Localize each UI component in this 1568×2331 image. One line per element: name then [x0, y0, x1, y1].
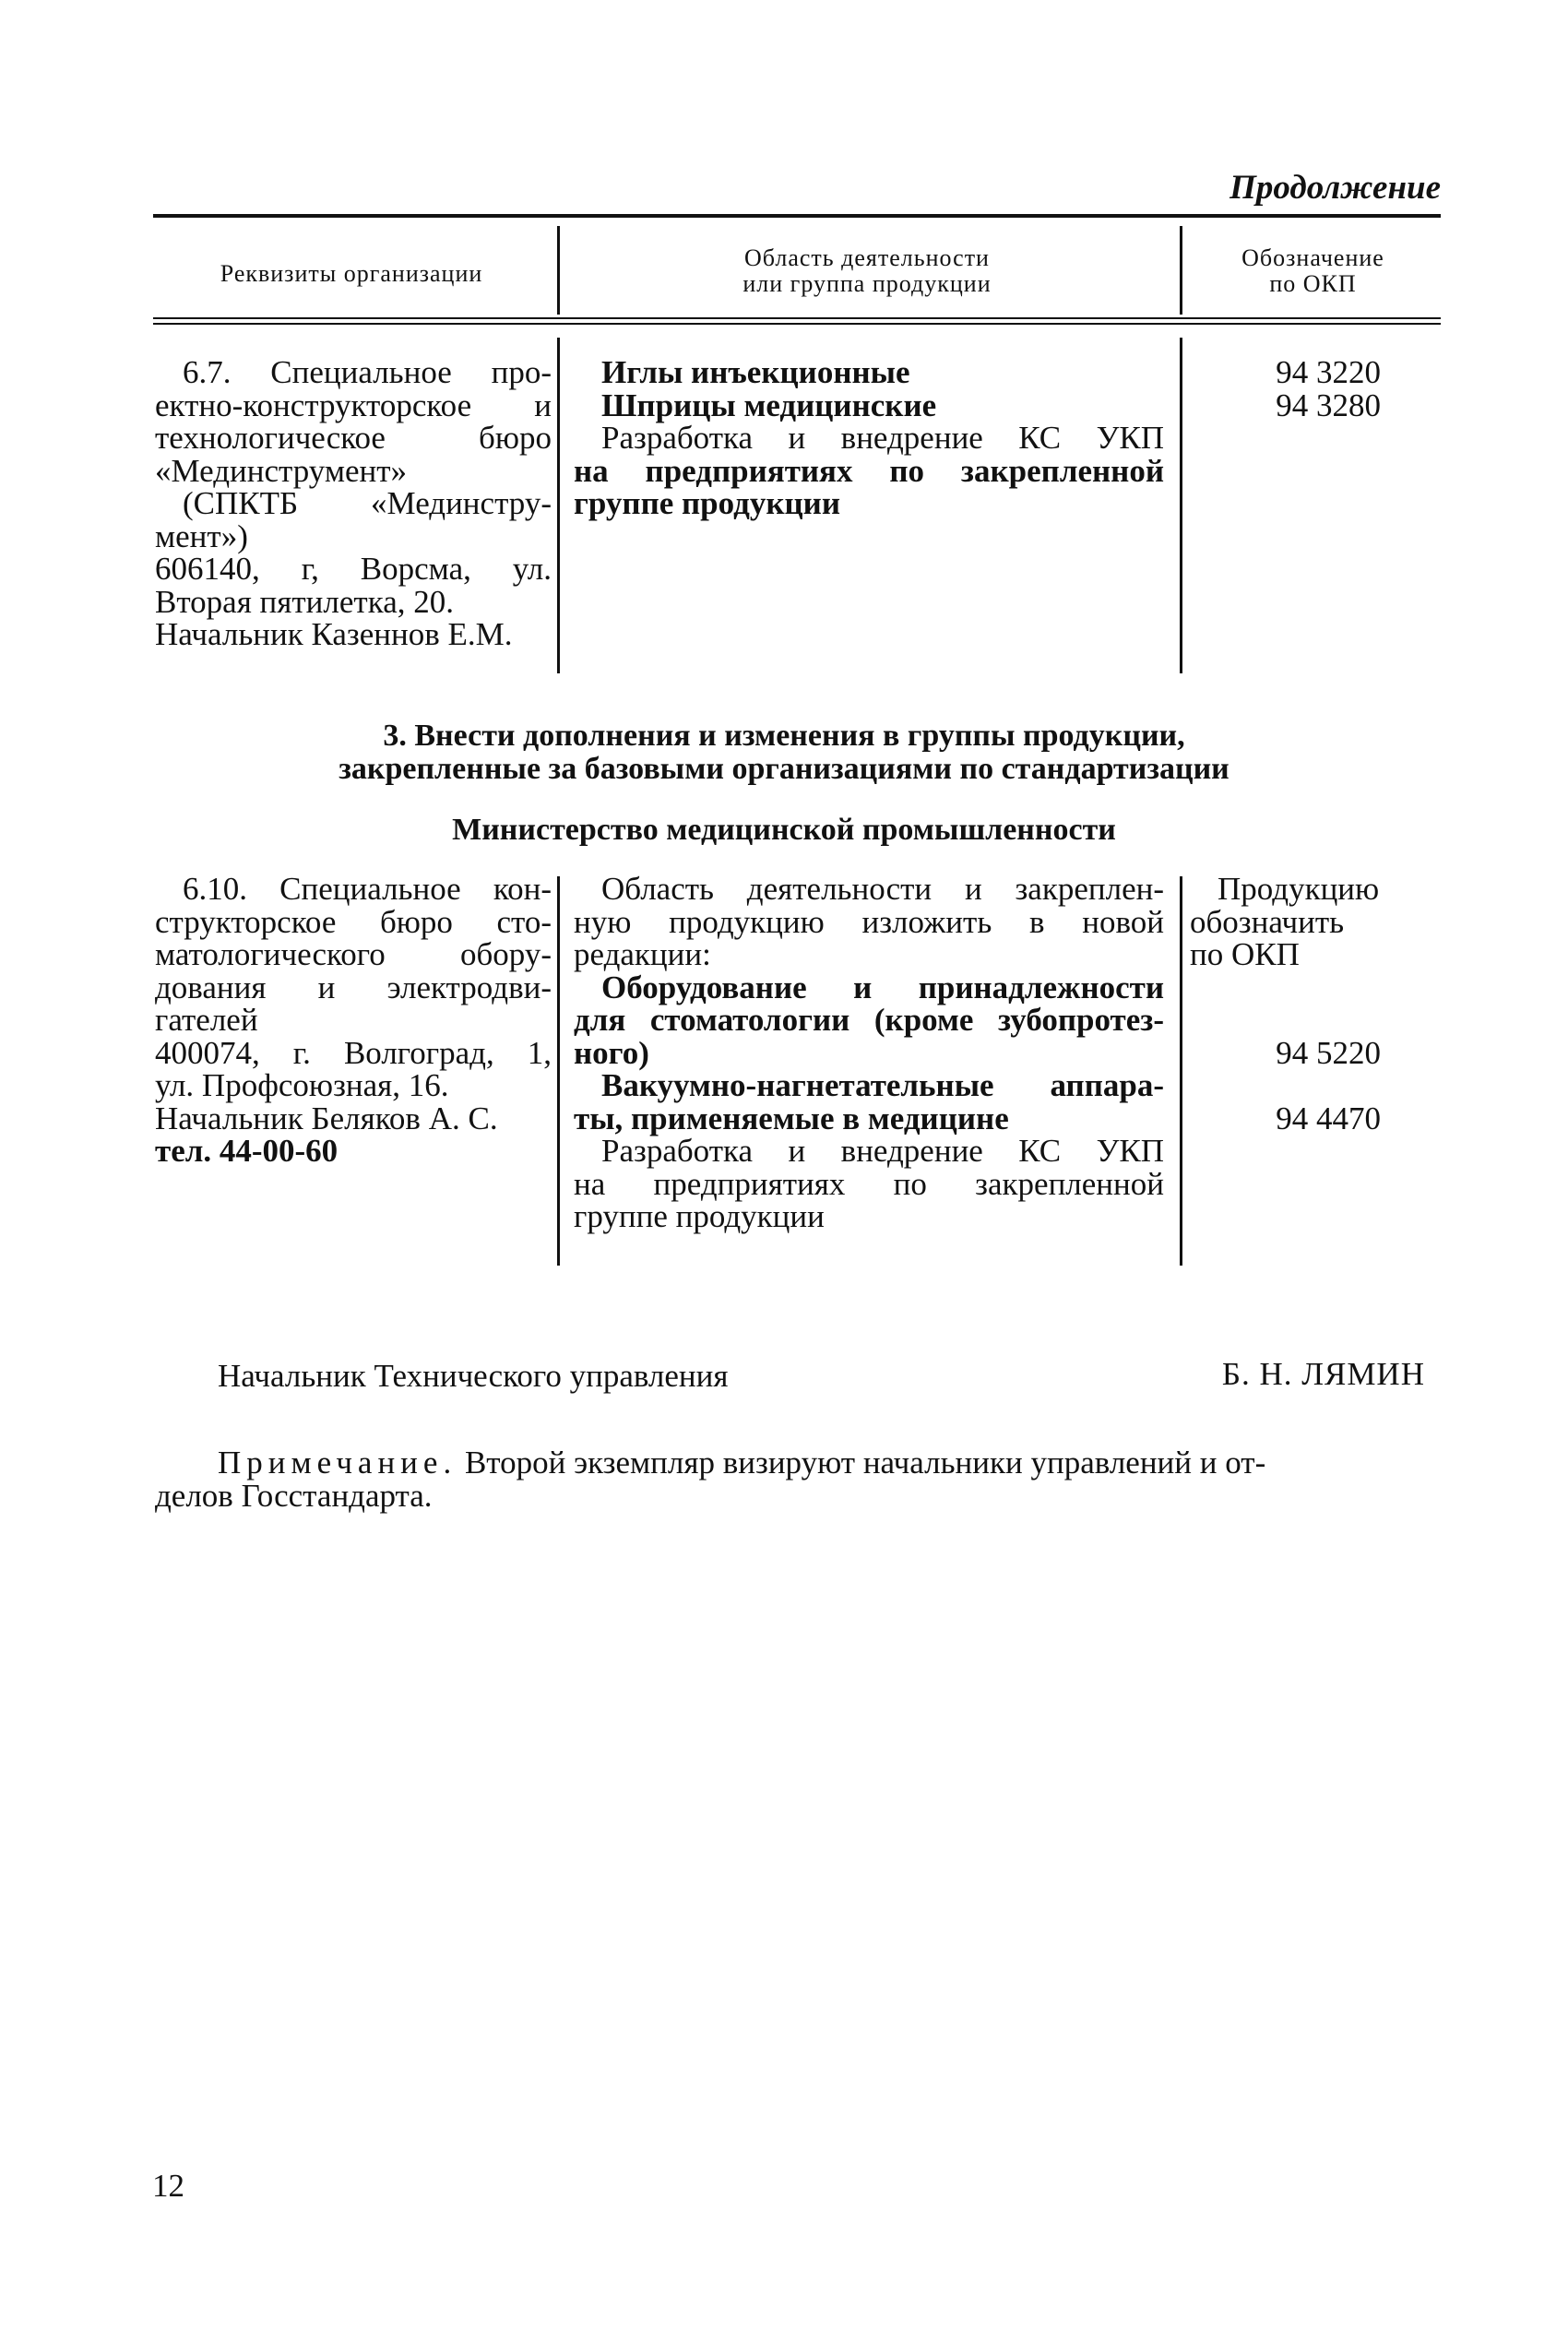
- entry2-org-line: дования и электродви-: [155, 969, 552, 1005]
- entry2-code-header-line: по ОКП: [1190, 936, 1300, 972]
- entry2-org-line: ул. Профсоюзная, 16.: [155, 1067, 449, 1103]
- header-double-rule-2: [153, 323, 1441, 325]
- entry2-org-line: 400074, г. Волгоград, 1,: [155, 1034, 552, 1071]
- entry1-org-line: ектно-конструкторское и: [155, 387, 552, 423]
- entry1-org-line: 6.7. Специальное про-: [183, 354, 552, 390]
- entry1-org-line: «Мединструмент»: [155, 452, 408, 489]
- entry2-activity: [574, 873, 1164, 1233]
- entry1-divider-2: [1180, 338, 1182, 673]
- entry1-org-line: Вторая пятилетка, 20.: [155, 583, 454, 620]
- entry2-activity-line: Область деятельности и закреплен-: [601, 871, 1164, 907]
- entry2-activity-line: ную продукцию изложить в новой: [574, 903, 1164, 940]
- entry2-org-line: гателей: [155, 1002, 258, 1038]
- entry1-org-line: 606140, г, Ворсма, ул.: [155, 551, 552, 587]
- header-col-okp-line1: Обозначение: [1241, 244, 1384, 271]
- entry2-code-header-line: обозначить: [1190, 903, 1345, 940]
- header-col-requisites: Реквизиты организации: [220, 260, 483, 287]
- entry2-activity-line: ного): [574, 1034, 649, 1071]
- entry1-activity-line: на предприятиях по закрепленной: [574, 452, 1164, 489]
- entry2-org-line: Начальник Беляков А. С.: [155, 1100, 498, 1136]
- entry2-activity-line: Разработка и внедрение КС УКП: [601, 1133, 1164, 1169]
- header-divider-1: [557, 226, 560, 315]
- entry2-activity-line: ты, применяемые в медицине: [574, 1100, 1009, 1136]
- entry2-code-header-line: Продукцию: [1218, 871, 1380, 907]
- note: [155, 1446, 1422, 1512]
- note-text-line2: делов Госстандарта.: [155, 1477, 433, 1514]
- entry2-org-line: матологического обору-: [155, 936, 552, 972]
- entry1-activity-line: Шприцы медицинские: [601, 387, 937, 423]
- note-text-line1: Второй экземпляр визируют начальники управлений и от-: [457, 1445, 1266, 1481]
- header-col-activity-line2: или группа продукции: [742, 270, 992, 297]
- header-col-activity-line1: Область деятельности: [744, 244, 990, 271]
- header-double-rule-1: [153, 317, 1441, 319]
- entry2-divider-1: [557, 876, 560, 1266]
- entry1-activity-line: группе продукции: [574, 485, 841, 521]
- entry2-activity-line: для стоматологии (кроме зубопротез-: [574, 1002, 1164, 1038]
- entry2-org-line: 6.10. Специальное кон-: [183, 871, 552, 907]
- entry2-requisites: [155, 873, 552, 1168]
- entry1-org-line: технологическое бюро: [155, 420, 552, 456]
- entry1-code: 94 3280: [1276, 387, 1381, 423]
- continuation-label: Продолжение: [1229, 169, 1441, 207]
- entry2-activity-line: группе продукции: [574, 1198, 825, 1234]
- entry1-org-line: Начальник Казеннов Е.М.: [155, 616, 513, 652]
- entry2-activity-line: на предприятиях по закрепленной: [574, 1165, 1164, 1202]
- entry2-org-line: структорское бюро сто-: [155, 903, 552, 940]
- entry2-activity-line: Оборудование и принадлежности: [601, 969, 1164, 1005]
- entry1-codes: [1185, 356, 1381, 422]
- entry2-code-header: [1190, 873, 1441, 971]
- section-title-line1: 3. Внести дополнения и изменения в группы продукции,: [383, 719, 1185, 753]
- header-divider-2: [1180, 226, 1182, 315]
- section-title-line2: закрепленные за базовыми организациями по стандартизации: [339, 752, 1229, 786]
- entry2-org-line: тел. 44-00-60: [155, 1133, 339, 1169]
- entry1-activity-line: Иглы инъекционные: [601, 354, 910, 390]
- entry1-org-line: мент»): [155, 517, 248, 554]
- entry1-code: 94 3220: [1276, 354, 1381, 390]
- entry1-divider-1: [557, 338, 560, 673]
- entry2-code: 94 4470: [1276, 1100, 1381, 1136]
- note-line1: [155, 1446, 1422, 1480]
- note-label: Примечание.: [218, 1445, 457, 1481]
- entry1-activity-line: Разработка и внедрение КС УКП: [601, 420, 1164, 456]
- section-title: [155, 720, 1413, 786]
- entry1-org-line: (СПКТБ «Мединстру-: [183, 485, 552, 521]
- header-col-activity: [563, 245, 1171, 297]
- header-col-okp: [1185, 245, 1441, 297]
- page-number: 12: [152, 2168, 184, 2204]
- entry2-activity-line: Вакуумно-нагнетательные аппара-: [601, 1067, 1164, 1103]
- entry2-divider-2: [1180, 876, 1182, 1266]
- ministry-heading: Министерство медицинской промышленности: [452, 813, 1116, 847]
- header-col-okp-line2: по ОКП: [1269, 270, 1357, 297]
- entry2-activity-line: редакции:: [574, 936, 711, 972]
- entry1-activity: [574, 356, 1164, 520]
- entry1-requisites: [155, 356, 552, 651]
- entry2-code: 94 5220: [1276, 1035, 1381, 1071]
- signature-name: Б. Н. ЛЯМИН: [1221, 1356, 1425, 1392]
- signature-position: Начальник Технического управления: [218, 1358, 729, 1394]
- table-top-rule: [153, 214, 1441, 218]
